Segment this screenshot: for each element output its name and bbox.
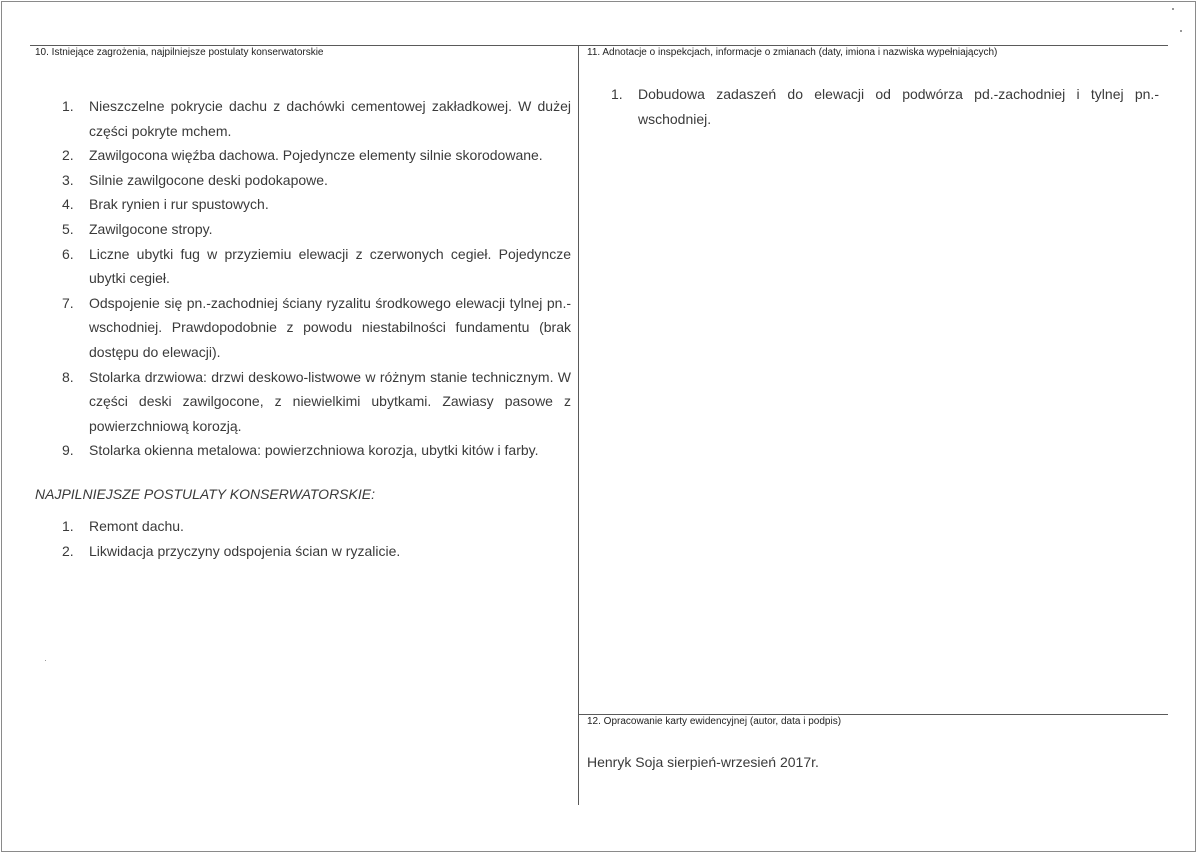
threat-item bbox=[38, 438, 571, 463]
list-text: Zawilgocone stropy. bbox=[89, 220, 213, 237]
threat-item bbox=[38, 143, 571, 168]
list-number: 2. bbox=[62, 542, 74, 559]
list-number: 2. bbox=[62, 147, 74, 164]
threat-item bbox=[38, 217, 571, 242]
list-number: 1. bbox=[62, 518, 74, 534]
list-text: Odspojenie się pn.-zachodniej ściany ryzalitu środkowego elewacji tylnej pn.-wschodniej. Prawdopodobnie z powodu niestabilności fundamentu (brak dostępu do elewacji). bbox=[89, 294, 571, 360]
threat-item bbox=[38, 291, 571, 365]
list-text: Likwidacja przyczyny odspojenia ścian w ryzalicie. bbox=[89, 542, 401, 559]
section11-title: 11. Adnotacje o inspekcjach, informacje o zmianach (daty, imiona i nazwiska wypełniających) bbox=[587, 47, 998, 58]
list-number: 4. bbox=[62, 196, 74, 213]
threat-item bbox=[38, 242, 571, 291]
postulates-heading: NAJPILNIEJSZE POSTULATY KONSERWATORSKIE: bbox=[35, 486, 375, 502]
list-number: 3. bbox=[62, 171, 74, 188]
list-number: 1. bbox=[62, 98, 74, 114]
postulate-item bbox=[38, 514, 571, 539]
section12-title: 12. Opracowanie karty ewidencyjnej (autor, data i podpis) bbox=[587, 716, 842, 727]
section12-rule bbox=[578, 714, 1168, 715]
annotations-list bbox=[587, 82, 1159, 131]
scan-speck bbox=[45, 660, 46, 661]
list-number: 6. bbox=[62, 245, 74, 262]
postulates-list bbox=[38, 514, 571, 563]
list-number: 5. bbox=[62, 220, 74, 237]
threat-item bbox=[38, 94, 571, 143]
list-text: Zawilgocona więźba dachowa. Pojedyncze elementy silnie skorodowane. bbox=[89, 147, 543, 164]
list-text: Brak rynien i rur spustowych. bbox=[89, 196, 269, 213]
threats-list bbox=[38, 94, 571, 463]
list-text: Stolarka okienna metalowa: powierzchniowa korozja, ubytki kitów i farby. bbox=[89, 442, 539, 459]
list-text: Silnie zawilgocone deski podokapowe. bbox=[89, 171, 328, 188]
annotation-item bbox=[587, 82, 1159, 131]
threat-item bbox=[38, 168, 571, 193]
list-text: Remont dachu. bbox=[89, 518, 184, 534]
list-text: Stolarka drzwiowa: drzwi deskowo-listwowe w różnym stanie technicznym. W części deski zawilgocone, z niewielkimi ubytkami. Zawiasy pasowe z powierzchniową korozją. bbox=[89, 368, 571, 434]
list-number: 7. bbox=[62, 294, 74, 311]
list-number: 1. bbox=[611, 86, 623, 102]
list-number: 9. bbox=[62, 442, 74, 459]
column-divider bbox=[578, 45, 579, 805]
author-date: Henryk Soja sierpień-wrzesień 2017r. bbox=[587, 754, 819, 770]
list-text: Liczne ubytki fug w przyziemiu elewacji z czerwonych cegieł. Pojedyncze ubytki cegieł. bbox=[89, 245, 571, 287]
threat-item bbox=[38, 365, 571, 439]
list-number: 8. bbox=[62, 368, 74, 385]
postulate-item bbox=[38, 539, 571, 564]
threat-item bbox=[38, 192, 571, 217]
top-rule bbox=[30, 45, 1168, 46]
section10-title: 10. Istniejące zagrożenia, najpilniejsze postulaty konserwatorskie bbox=[35, 47, 324, 58]
list-text: Dobudowa zadaszeń do elewacji od podwórza pd.-zachodniej i tylnej pn.-wschodniej. bbox=[638, 86, 1159, 127]
list-text: Nieszczelne pokrycie dachu z dachówki cementowej zakładkowej. W dużej części pokryte mchem. bbox=[89, 98, 571, 139]
scan-speck bbox=[1180, 30, 1182, 32]
scan-speck bbox=[1172, 8, 1174, 10]
